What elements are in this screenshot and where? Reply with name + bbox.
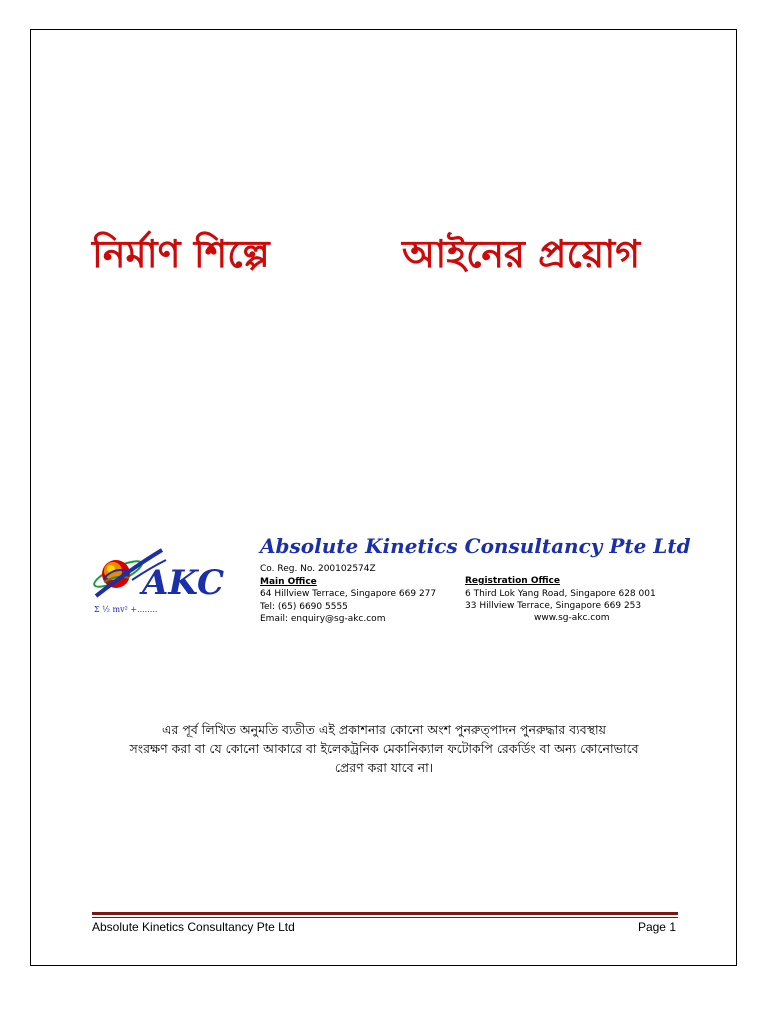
registration-address-2: 33 Hillview Terrace, Singapore 669 253	[465, 601, 642, 611]
company-name: Absolute Kinetics Consultancy Pte Ltd	[260, 534, 691, 558]
telephone: Tel: (65) 6690 5555	[260, 601, 348, 612]
company-logo-block	[92, 528, 691, 628]
logo-formula: Σ ½ mv² +........	[94, 605, 158, 614]
email: Email: enquiry@sg-akc.com	[260, 614, 386, 624]
notice-line-3: প্রেরণ করা যাবে না।	[334, 760, 434, 775]
registration-address-1: 6 Third Lok Yang Road, Singapore 628 001	[465, 588, 656, 599]
footer-rule-thick	[92, 912, 678, 915]
main-office-label: Main Office	[260, 576, 317, 587]
notice-line-2: সংরক্ষণ করা বা যে কোনো আকারে বা ইলেকট্রনিক মেকানিক্যাল ফটোকপি রেকর্ডিং বা অন্য কোনোভাবে	[129, 741, 639, 756]
registration-office-info	[465, 575, 656, 613]
page-border	[30, 29, 737, 966]
document-title-part2: আইনের প্রয়োগ	[402, 232, 641, 276]
registration-office-label: Registration Office	[465, 576, 560, 586]
footer-rule-thin	[92, 917, 678, 918]
copyright-notice	[92, 720, 676, 777]
logo-acronym: AKC	[142, 563, 225, 603]
website: www.sg-akc.com	[534, 613, 610, 623]
notice-line-1: এর পূর্ব লিখিত অনুমতি ব্যতীত এই প্রকাশনার কোনো অংশ পুনরুত্পাদন পুনরুদ্ধার ব্যবস্থায়	[162, 722, 606, 737]
footer-company: Absolute Kinetics Consultancy Pte Ltd	[92, 920, 295, 934]
main-office-info	[260, 563, 436, 626]
reg-number: Co. Reg. No. 200102574Z	[260, 564, 376, 574]
main-office-address: 64 Hillview Terrace, Singapore 669 277	[260, 589, 437, 599]
footer-page-number: Page 1	[637, 920, 676, 934]
akc-logo-icon	[92, 538, 262, 618]
document-title-part1: নির্মাণ শিল্পে	[92, 232, 270, 276]
